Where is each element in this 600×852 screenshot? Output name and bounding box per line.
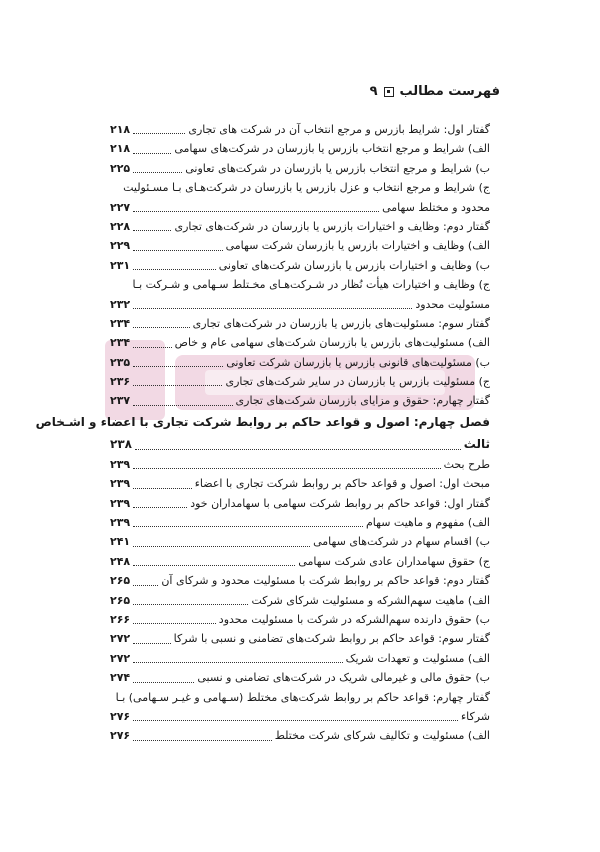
toc-page-number: ۲۳۹: [110, 496, 131, 510]
toc-page-number: ۲۲۷: [110, 200, 131, 214]
toc-entry[interactable]: شرکاء ۲۷۶: [110, 707, 490, 726]
toc-page-number: ۲۶۵: [110, 574, 131, 588]
dot-leader: [133, 604, 248, 605]
toc-entry[interactable]: ج) حقوق سهامداران عادی شرکت سهامی ۲۴۸: [110, 552, 490, 571]
toc-entry[interactable]: گفتار اول: قواعد حاکم بر روابط شرکت سهامی با سهامداران خود ۲۳۹: [110, 494, 490, 513]
dot-leader: [133, 327, 189, 328]
toc-entry[interactable]: گفتار سوم: مسئولیت‌های بازرس یا بازرسان در شرکت‌های تجاری ۲۳۴: [110, 314, 490, 333]
header-page-number: ۹: [369, 84, 378, 99]
toc-page-number: ۲۷۶: [110, 729, 131, 743]
toc-page-number: ۲۴۱: [110, 535, 131, 549]
toc-page-number: ۲۲۵: [110, 161, 131, 175]
toc-page-number: ۲۶۶: [110, 612, 131, 626]
toc-entry[interactable]: ب) حقوق دارنده سهم‌الشرکه در شرکت با مسئولیت محدود ۲۶۶: [110, 610, 490, 629]
table-of-contents: [35, 120, 490, 746]
toc-page-number: ۲۳۴: [110, 316, 131, 330]
dot-leader: [133, 366, 223, 367]
toc-chapter-entry[interactable]: فصل چهارم: اصول و قواعد حاکم بر روابط شرکت تجاری با اعضاء و اشـخاص: [35, 414, 490, 429]
toc-page-number: ۲۳۴: [110, 336, 131, 350]
toc-page-number: ۲۳۸: [110, 436, 132, 451]
toc-entry[interactable]: مسئولیت محدود ۲۳۲: [110, 295, 490, 314]
toc-page-number: ۲۳۶: [110, 375, 131, 389]
toc-entry[interactable]: گفتار چهارم: قواعد حاکم بر روابط شرکت‌های مختلط (سـهامی و غیـر سـهامی) بـا: [115, 690, 490, 704]
header-title: فهرست مطالب: [399, 84, 500, 99]
toc-entry[interactable]: ب) شرایط و مرجع انتخاب بازرس یا بازرسان در شرکت‌های تعاونی ۲۲۵: [110, 159, 490, 178]
toc-entry[interactable]: ب) وظایف و اختیارات بازرس یا بازرسان شرکت‌های تعاونی ۲۳۱: [110, 256, 490, 275]
toc-page-number: ۲۷۶: [110, 709, 131, 723]
dot-leader: [133, 385, 222, 386]
toc-page-number: ۲۲۸: [110, 219, 131, 233]
dot-leader: [133, 526, 363, 527]
toc-entry[interactable]: ج) وظایف و اختیارات هیأت نُظار در شـرکت‌هـای مخـتلط سـهامی و شـرکت بـا: [132, 278, 490, 292]
dot-leader: [133, 682, 194, 683]
page-marker-icon: [384, 87, 394, 97]
toc-page-number: ۲۷۲: [110, 651, 131, 665]
toc-page-number: ۲۳۹: [110, 516, 131, 530]
dot-leader: [133, 662, 342, 663]
dot-leader: [133, 269, 216, 270]
dot-leader: [133, 546, 310, 547]
toc-page-number: ۲۷۲: [110, 632, 131, 646]
dot-leader: [133, 230, 171, 231]
dot-leader: [133, 507, 187, 508]
toc-entry[interactable]: طرح بحث ۲۳۹: [110, 455, 490, 474]
toc-page-number: ۲۶۵: [110, 593, 131, 607]
toc-page-number: ۲۳۵: [110, 355, 131, 369]
dot-leader: [133, 488, 192, 489]
toc-page-number: ۲۳۹: [110, 457, 131, 471]
toc-entry[interactable]: گفتار دوم: قواعد حاکم بر روابط شرکت با مسئولیت محدود و شرکای آن ۲۶۵: [110, 571, 490, 590]
dot-leader: [133, 468, 440, 469]
dot-leader: [133, 308, 412, 309]
toc-entry[interactable]: الف) مسئولیت و تعهدات شریک ۲۷۲: [110, 649, 490, 668]
dot-leader: [133, 565, 295, 566]
dot-leader: [133, 643, 170, 644]
toc-entry[interactable]: الف) مفهوم و ماهیت سهام ۲۳۹: [110, 513, 490, 532]
toc-entry[interactable]: ج) شرایط و مرجع انتخاب و عزل بازرس یا بازرسان در شرکت‌هـای بـا مسـئولیت: [123, 181, 490, 195]
toc-entry[interactable]: مبحث اول: اصول و قواعد حاکم بر روابط شرکت تجاری با اعضاء ۲۳۹: [110, 474, 490, 493]
dot-leader: [133, 172, 182, 173]
toc-entry[interactable]: ب) حقوق مالی و غیرمالی شریک در شرکت‌های تضامنی و نسبی ۲۷۴: [110, 668, 490, 687]
toc-entry[interactable]: الف) شرایط و مرجع انتخاب بازرس یا بازرسان در شرکت‌های سهامی ۲۱۸: [110, 139, 490, 158]
dot-leader: [133, 585, 158, 586]
toc-page-number: ۲۴۸: [110, 554, 131, 568]
toc-page-number: ۲۲۹: [110, 239, 131, 253]
toc-entry[interactable]: گفتار چهارم: حقوق و مزایای بازرسان شرکت‌های تجاری ۲۳۷: [110, 391, 490, 410]
dot-leader: [133, 250, 222, 251]
toc-entry[interactable]: گفتار دوم: وظایف و اختیارات بازرس یا بازرسان در شرکت‌های تجاری ۲۲۸: [110, 217, 490, 236]
toc-entry[interactable]: الف) مسئولیت و تکالیف شرکای شرکت مختلط ۲۷۶: [110, 726, 490, 745]
dot-leader: [133, 740, 272, 741]
page-header: [370, 84, 500, 99]
toc-entry[interactable]: الف) ماهیت سهم‌الشرکه و مسئولیت شرکای شرکت ۲۶۵: [110, 591, 490, 610]
dot-leader: [133, 211, 379, 212]
dot-leader: [133, 153, 171, 154]
toc-page-number: ۲۳۷: [110, 394, 131, 408]
dot-leader: [133, 347, 172, 348]
dot-leader: [133, 405, 232, 406]
toc-entry[interactable]: محدود و مختلط سهامی ۲۲۷: [110, 198, 490, 217]
toc-entry[interactable]: ب) اقسام سهام در شرکت‌های سهامی ۲۴۱: [110, 532, 490, 551]
toc-page-number: ۲۳۹: [110, 477, 131, 491]
toc-page-number: ۲۳۱: [110, 258, 131, 272]
dot-leader: [133, 133, 185, 134]
toc-entry[interactable]: گفتار اول: شرایط بازرس و مرجع انتخاب آن در شرکت های تجاری ۲۱۸: [110, 120, 490, 139]
dot-leader: [133, 623, 216, 624]
toc-entry[interactable]: الف) وظایف و اختیارات بازرس یا بازرسان شرکت سهامی ۲۲۹: [110, 236, 490, 255]
toc-page-number: ۲۳۲: [110, 297, 131, 311]
toc-page-number: ۲۱۸: [110, 142, 131, 156]
toc-entry[interactable]: الف) مسئولیت‌های بازرس یا بازرسان شرکت‌های سهامی عام و خاص ۲۳۴: [110, 333, 490, 352]
toc-entry[interactable]: ج) مسئولیت بازرس یا بازرسان در سایر شرکت‌های تجاری ۲۳۶: [110, 372, 490, 391]
dot-leader: [135, 449, 461, 450]
toc-page-number: ۲۷۴: [110, 671, 131, 685]
dot-leader: [133, 720, 458, 721]
toc-entry[interactable]: ب) مسئولیت‌های قانونی بازرس یا بازرسان شرکت تعاونی ۲۳۵: [110, 353, 490, 372]
toc-entry[interactable]: گفتار سوم: قواعد حاکم بر روابط شرکت‌های تضامنی و نسبی با شرکا ۲۷۲: [110, 629, 490, 648]
toc-page-number: ۲۱۸: [110, 122, 131, 136]
toc-chapter-entry[interactable]: ثالث ۲۳۸: [110, 433, 490, 455]
